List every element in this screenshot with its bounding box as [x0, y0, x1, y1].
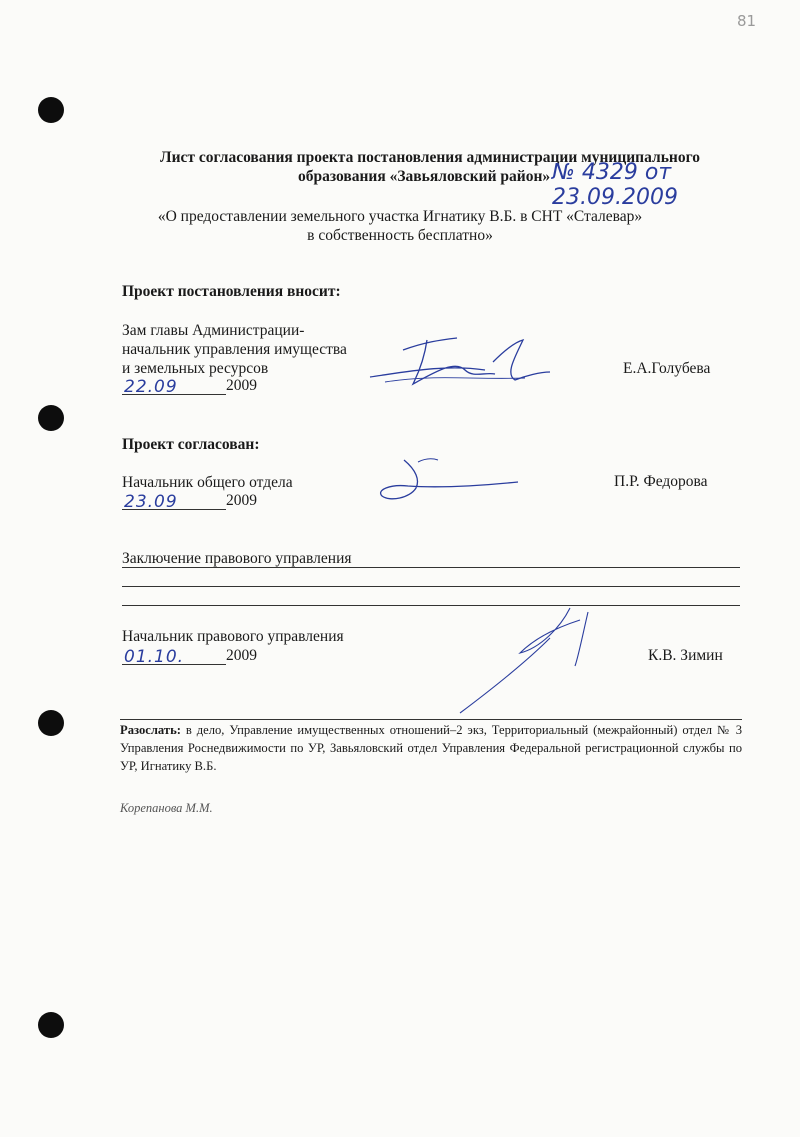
date-year: 2009: [226, 492, 257, 509]
subject-line2: в собственность бесплатно»: [307, 227, 493, 244]
document-title-line1: Лист согласования проекта постановления администрации муниципального: [160, 149, 700, 166]
handwritten-date: 01.10.: [124, 647, 185, 667]
distribution-separator: [120, 719, 742, 720]
submitter-position-line3: и земельных ресурсов: [122, 360, 269, 377]
approver-name: П.Р. Федорова: [614, 473, 708, 490]
signature-zimin: [420, 598, 620, 718]
distribution-text: в дело, Управление имущественных отношений–2 экз, Территориальный (межрайонный) отдел № 3 Управления Роснедвижимости по УР, Завьяловский отдел Управления Федеральной регистрационной службы по УР, Игнатику В.Б.: [120, 723, 742, 773]
distribution-block: [120, 721, 742, 775]
handwritten-date: 22.09: [124, 377, 178, 397]
handwritten-registration-number: № 4329 от 23.09.2009: [552, 160, 678, 210]
submitter-name: Е.А.Голубева: [623, 360, 711, 377]
approver-date: [122, 491, 257, 510]
binder-hole: [38, 405, 64, 431]
section-approved-header: Проект согласован:: [122, 436, 260, 453]
binder-hole: [38, 710, 64, 736]
date-year: 2009: [226, 377, 257, 394]
legal-date: [122, 646, 257, 665]
signature-fedorova: [368, 452, 528, 510]
approver-position: Начальник общего отдела: [122, 474, 293, 491]
legal-name: К.В. Зимин: [648, 647, 723, 664]
signature-golubeva: [365, 332, 555, 394]
document-title-line2: образования «Завьяловский район»: [298, 168, 551, 185]
handwritten-date: 23.09: [124, 492, 178, 512]
distribution-label: Разослать:: [120, 723, 181, 737]
binder-hole: [38, 97, 64, 123]
date-year: 2009: [226, 647, 257, 664]
legal-conclusion-label: Заключение правового управления: [122, 550, 352, 567]
author: Корепанова М.М.: [120, 801, 213, 815]
subject-line1: «О предоставлении земельного участка Игнатику В.Б. в СНТ «Сталевар»: [157, 208, 643, 225]
conclusion-line: [122, 567, 740, 568]
conclusion-line: [122, 586, 740, 587]
submitter-date: [122, 376, 257, 395]
section-submitted-header: Проект постановления вносит:: [122, 283, 341, 300]
legal-position: Начальник правового управления: [122, 628, 344, 645]
page-number: 81: [737, 12, 757, 30]
binder-hole: [38, 1012, 64, 1038]
submitter-position-line2: начальник управления имущества: [122, 341, 347, 358]
submitter-position-line1: Зам главы Администрации-: [122, 322, 305, 339]
